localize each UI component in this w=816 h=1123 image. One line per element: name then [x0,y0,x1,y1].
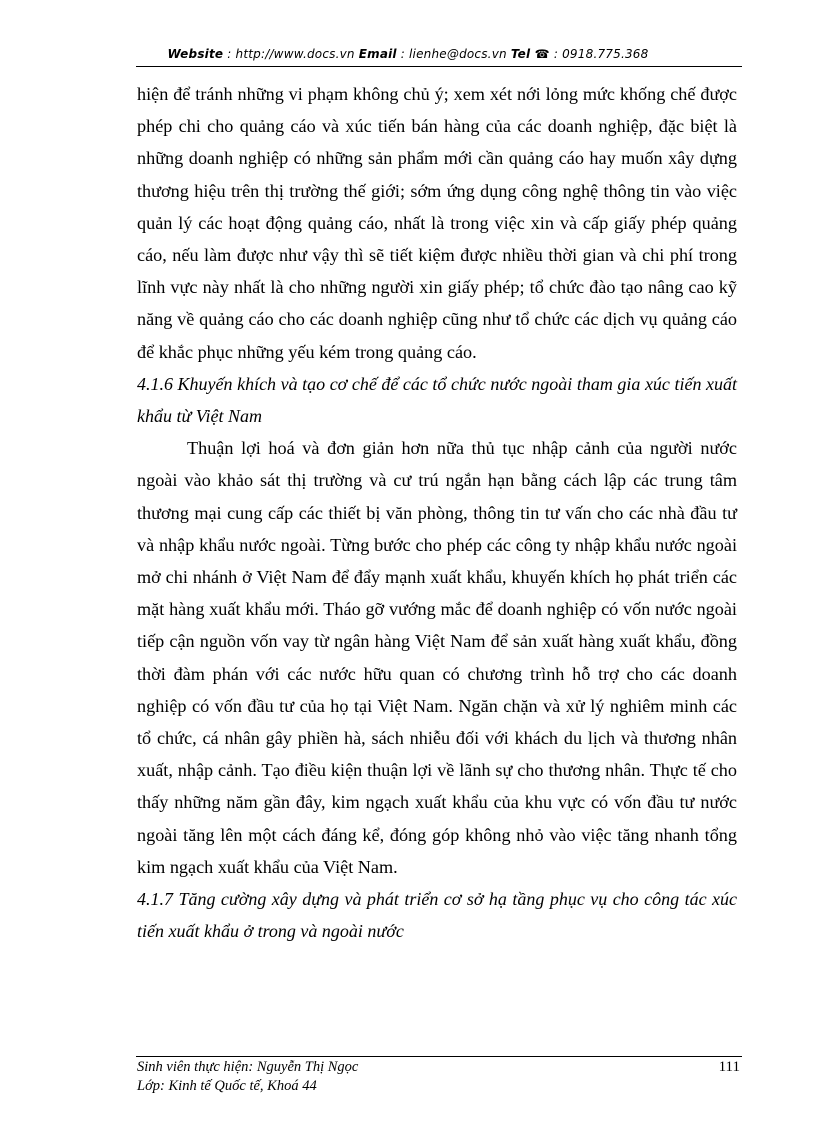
body-paragraph-1: hiện để tránh những vi phạm không chủ ý; xem xét nới lỏng mức khống chế được phép chi cho quảng cáo và xúc tiến bán hàng của các doanh nghiệp, đặc biệt là những doanh nghiệp có những sản phẩm mới cần quảng cáo hay muốn xây dựng thương hiệu trên thị trường thế giới; sớm ứng dụng công nghệ thông tin vào việc quản lý các hoạt động quảng cáo, nhất là trong việc xin và cấp giấy phép quảng cáo, nếu làm được như vậy thì sẽ tiết kiệm được nhiều thời gian và chi phí trong lĩnh vực này nhất là cho những người xin giấy phép; tổ chức đào tạo nâng cao kỹ năng về quảng cáo cho các doanh nghiệp cũng như tổ chức các dịch vụ quảng cáo để khắc phục những yếu kém trong quảng cáo. [137,84,737,362]
footer-student: Sinh viên thực hiện: Nguyễn Thị Ngọc [137,1059,359,1075]
footer-class: Lớp: Kinh tế Quốc tế, Khoá 44 [137,1078,317,1094]
page-body [137,78,737,947]
body-paragraph-2: Thuận lợi hoá và đơn giản hơn nữa thủ tục nhập cảnh của người nước ngoài vào khảo sát thị trường và cư trú ngắn hạn bằng cách lập các trung tâm thương mại cung cấp các thiết bị văn phòng, thông tin tư vấn cho các nhà đầu tư và nhập khẩu nước ngoài. Từng bước cho phép các công ty nhập khẩu nước ngoài mở chi nhánh ở Việt Nam để đẩy mạnh xuất khẩu, khuyến khích họ phát triển các mặt hàng xuất khẩu mới. Tháo gỡ vướng mắc để doanh nghiệp có vốn nước ngoài tiếp cận nguồn vốn vay từ ngân hàng Việt Nam để sản xuất hàng xuất khẩu, đồng thời đàm phán với các nước hữu quan có chương trình hỗ trợ cho các doanh nghiệp có vốn đầu tư của họ tại Việt Nam. Ngăn chặn và xử lý nghiêm minh các tổ chức, cá nhân gây phiền hà, sách nhiễu đối với khách du lịch và thương nhân xuất, nhập cảnh. Tạo điều kiện thuận lợi về lãnh sự cho thương nhân. Thực tế cho thấy những năm gần đây, kim ngạch xuất khẩu của khu vực có vốn đầu tư nước ngoài tăng lên một cách đáng kể, đóng góp không nhỏ vào việc tăng nhanh tổng kim ngạch xuất khẩu của Việt Nam. [137,438,737,877]
page-number: 111 [718,1059,740,1075]
website-label: Website [167,47,224,61]
section-heading-4-1-7: 4.1.7 Tăng cường xây dựng và phát triển cơ sở hạ tầng phục vụ cho công tác xúc tiến xuất khẩu ở trong và ngoài nước [137,889,737,942]
section-heading-4-1-6: 4.1.6 Khuyến khích và tạo cơ chế để các tổ chức nước ngoài tham gia xúc tiến xuất khẩu từ Việt Nam [137,373,737,427]
tel-label: Tel ☎ [510,47,550,61]
page-header [0,47,816,61]
tel-value: : 0918.775.368 [549,47,649,61]
email-value: : lienhe@docs.vn [396,47,511,61]
header-divider [136,66,742,67]
footer-divider [136,1056,742,1057]
website-value: : http://www.docs.vn [223,47,359,61]
page-footer [137,1058,740,1096]
email-label: Email [358,47,397,61]
